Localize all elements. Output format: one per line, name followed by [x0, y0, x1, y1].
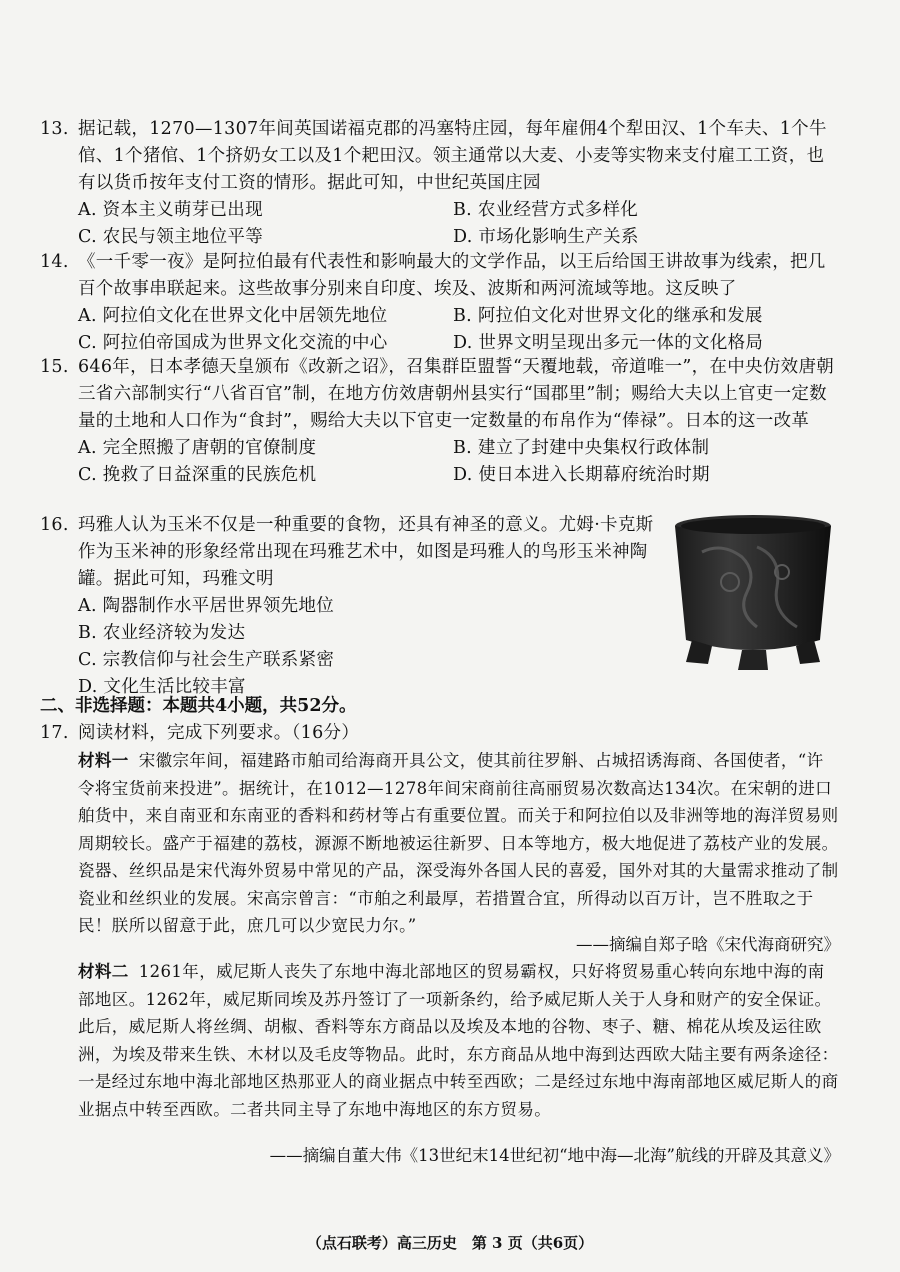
option-d: D. 文化生活比较丰富 — [78, 677, 246, 697]
question-number: 14. — [40, 252, 69, 272]
option-c: C. 农民与领主地位平等 — [78, 227, 263, 247]
option-b: B. 农业经济较为发达 — [78, 623, 246, 643]
question-14 — [40, 249, 840, 357]
material-2-label: 材料二 — [78, 962, 129, 981]
question-16 — [40, 512, 660, 701]
question-number: 13. — [40, 119, 69, 139]
material-2-source: ——摘编自董大伟《13世纪末14世纪初“地中海—北海”航线的开辟及其意义》 — [269, 1146, 840, 1165]
material-2 — [78, 958, 840, 1123]
section-heading: 二、非选择题：本题共4小题，共52分。 — [40, 696, 357, 716]
question-17 — [40, 720, 840, 747]
page-footer: （点石联考）高三历史 第 3 页（共6页） — [306, 1234, 594, 1252]
question-number: 15. — [40, 357, 69, 377]
options — [78, 197, 840, 251]
question-stem: 阅读材料，完成下列要求。（16分） — [78, 723, 360, 743]
question-13 — [40, 116, 840, 251]
maya-corn-god-pot-image — [672, 512, 834, 672]
option-a: A. 陶器制作水平居世界领先地位 — [78, 596, 335, 616]
option-b: B. 阿拉伯文化对世界文化的继承和发展 — [453, 306, 763, 326]
options — [78, 435, 840, 489]
material-1-source: ——摘编自郑子晗《宋代海商研究》 — [576, 935, 840, 954]
option-d: D. 世界文明呈现出多元一体的文化格局 — [453, 333, 764, 353]
options — [78, 303, 840, 357]
question-stem: 646年，日本孝德天皇颁布《改新之诏》，召集群臣盟誓“天覆地载，帝道唯一”，在中央仿效唐朝三省六部制实行“八省百官”制，在地方仿效唐朝州县实行“国郡里”制；赐给大夫以上官吏一定数量的土地和人口作为“食封”，赐给大夫以下官吏一定数量的布帛作为“俸禄”。日本的这一改革 — [78, 357, 835, 431]
option-b: B. 建立了封建中央集权行政体制 — [453, 438, 710, 458]
option-a: A. 资本主义萌芽已出现 — [78, 200, 263, 220]
material-1 — [78, 747, 840, 940]
option-a: A. 完全照搬了唐朝的官僚制度 — [78, 438, 317, 458]
option-c: C. 挽救了日益深重的民族危机 — [78, 465, 317, 485]
material-1-text: 宋徽宗年间，福建路市舶司给海商开具公文，使其前往罗斛、占城招诱海商、各国使者，“许令将宝货前来投进”。据统计，在1012—1278年间宋商前往高丽贸易次数高达134次。在宋朝的进口舶货中，来自南亚和东南亚的香料和药材等占有重要位置。而关于和阿拉伯以及非洲等地的海洋贸易则周期较长。盛产于福建的荔枝，源源不断地被运往新罗、日本等地方，极大地促进了荔枝产业的发展。瓷器、丝织品是宋代海外贸易中常见的产品，深受海外各国人民的喜爱，国外对其的大量需求推动了制瓷业和丝织业的发展。宋高宗曾言：“市舶之利最厚，若措置合宜，所得动以百万计，岂不胜取之于民！朕所以留意于此，庶几可以少宽民力尔。” — [78, 751, 839, 935]
question-number: 17. — [40, 723, 69, 743]
material-1-label: 材料一 — [78, 751, 129, 770]
option-d: D. 市场化影响生产关系 — [453, 227, 639, 247]
option-a: A. 阿拉伯文化在世界文化中居领先地位 — [78, 306, 388, 326]
material-2-text: 1261年，威尼斯人丧失了东地中海北部地区的贸易霸权，只好将贸易重心转向东地中海的南部地区。1262年，威尼斯同埃及苏丹签订了一项新条约，给予威尼斯人关于人身和财产的安全保证。此后，威尼斯人将丝绸、胡椒、香料等东方商品以及埃及本地的谷物、枣子、糖、棉花从埃及运往欧洲，为埃及带来生铁、木材以及毛皮等物品。此时，东方商品从地中海到达西欧大陆主要有两条途径：一是经过东地中海北部地区热那亚人的商业据点中转至西欧；二是经过东地中海南部地区威尼斯人的商业据点中转至西欧。二者共同主导了东地中海地区的东方贸易。 — [78, 962, 839, 1119]
question-number: 16. — [40, 515, 69, 535]
question-stem: 据记载，1270—1307年间英国诺福克郡的冯塞特庄园，每年雇佣4个犁田汉、1个车夫、1个牛倌、1个猪倌、1个挤奶女工以及1个耙田汉。领主通常以大麦、小麦等实物来支付雇工工资，也有以货币按年支付工资的情形。据此可知，中世纪英国庄园 — [78, 119, 827, 193]
options — [78, 593, 660, 701]
option-d: D. 使日本进入长期幕府统治时期 — [453, 465, 710, 485]
option-b: B. 农业经营方式多样化 — [453, 200, 639, 220]
question-15 — [40, 354, 840, 489]
question-stem: 《一千零一夜》是阿拉伯最有代表性和影响最大的文学作品，以王后给国王讲故事为线索，把几百个故事串联起来。这些故事分别来自印度、埃及、波斯和两河流域等地。这反映了 — [78, 252, 826, 299]
option-c: C. 阿拉伯帝国成为世界文化交流的中心 — [78, 333, 388, 353]
question-stem: 玛雅人认为玉米不仅是一种重要的食物，还具有神圣的意义。尤姆·卡克斯作为玉米神的形象经常出现在玛雅艺术中，如图是玛雅人的鸟形玉米神陶罐。据此可知，玛雅文明 — [78, 515, 654, 589]
option-c: C. 宗教信仰与社会生产联系紧密 — [78, 650, 335, 670]
